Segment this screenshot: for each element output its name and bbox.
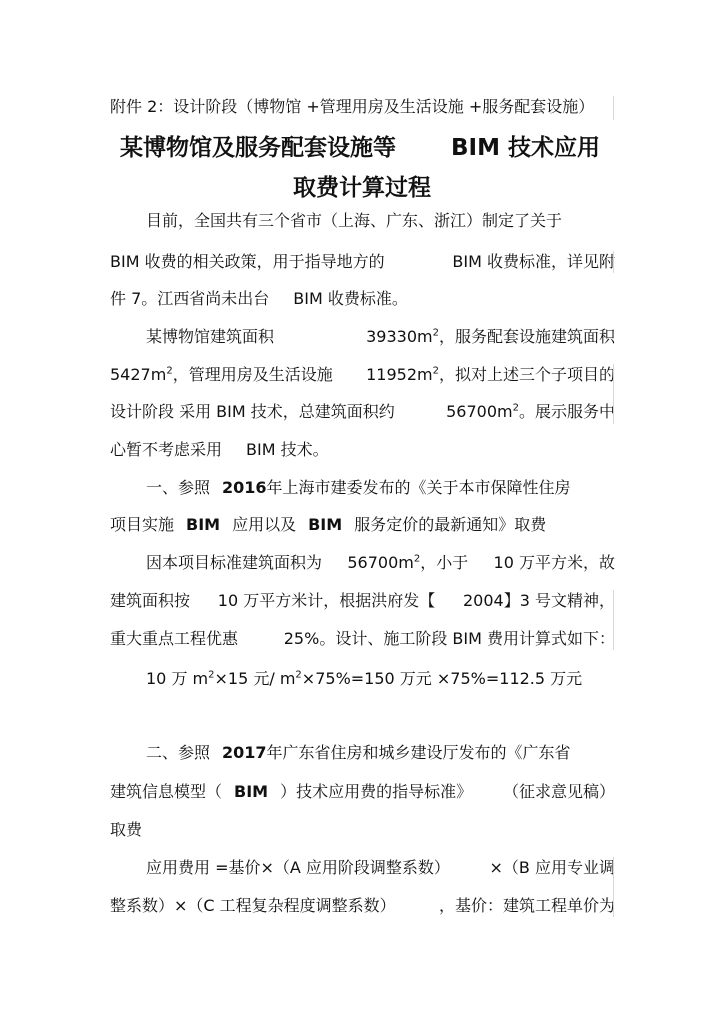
sup-2: 2 [295,669,302,681]
p3-line2-a: 建筑面积按 [110,591,191,610]
p2-line4 [110,439,615,461]
s2-line2-c: ）技术应用费的指导标准》 [280,782,473,801]
p3-line2-b: 10 万平方米计，根据洪府发【 [217,591,436,610]
formula-a: 10 万 m [146,669,209,688]
document-title-line1 [120,132,600,164]
p2-line3 [110,401,615,423]
fee-formula [146,668,615,690]
p1-line3 [110,288,615,310]
p2-line4-b: BIM 技术。 [246,440,329,459]
p2-line2-area2 [366,364,615,386]
s1-line1-c: 年上海市建委发布的《关于本市保障性住房 [266,478,571,497]
p4-line2-b: ，基价：建筑工程单价为 [438,896,615,915]
sup-2: 2 [512,402,519,414]
scan-edge-mark [613,857,614,917]
scan-edge-mark [613,364,614,424]
s2-line2-d: （征求意见稿） [502,782,615,801]
s2-line2-left [110,781,472,803]
p2-line3-area [446,401,615,423]
formula-c: ×75%=150 万元 ×75%=112.5 万元 [301,669,583,688]
title-part-b: BIM 技术应用 [451,135,600,161]
p3-line1 [146,552,615,574]
p3-line2 [110,590,615,612]
sup-2: 2 [166,365,173,377]
s2-year: 2017 [222,743,267,762]
scan-edge-mark [613,590,614,650]
s1-bim-2: BIM [308,515,343,534]
sup-2: 2 [432,365,439,377]
s2-bim: BIM [234,782,269,801]
p4-line2-a: 整系数）×（C 工程复杂程度调整系数） [110,896,396,915]
s1-line1-a: 一、参照 [146,478,211,497]
p3-line1-d: 10 万平方米，故 [493,553,615,572]
p2-line3-a: 设计阶段 采用 BIM 技术，总建筑面积约 [110,402,395,421]
p4-line1-a: 应用费用 =基价×（A 应用阶段调整系数） [146,858,450,877]
p3-line3-b: 25%。设计、施工阶段 BIM 费用计算式如下： [283,629,615,648]
formula-b: ×15 元/ m [214,669,296,688]
p1-line2-b: BIM 收费标准，详见附 [452,252,615,271]
service-area: 5427m [110,365,167,384]
p2-line3-c: 。展示服务中 [518,402,615,421]
p3-line1-a: 因本项目标准建筑面积为 [146,553,323,572]
p2-line2-d: ，拟对上述三个子项目的 [438,365,615,384]
document-title-line2: 取费计算过程 [293,175,431,201]
p2-line2 [110,364,615,386]
s1-line2-e: 服务定价的最新通知》取费 [354,515,547,534]
attachment-header [110,96,615,118]
scan-edge-mark [613,96,614,120]
s2-line1 [146,742,615,764]
scan-edge-mark [613,251,614,273]
sup-2: 2 [208,669,215,681]
p2-line2-b: ，管理用房及生活设施 [172,365,333,384]
p2-line1-c: ，服务配套设施建筑面积 [438,327,615,346]
p4-line1-b: ×（B 应用专业调 [489,858,615,877]
s2-line1-a: 二、参照 [146,743,211,762]
s1-year: 2016 [222,478,267,497]
p3-line1-area [347,552,468,574]
p4-line2 [110,895,615,917]
p3-line3 [110,628,615,650]
p1-line3-b: BIM 收费标准。 [293,289,408,308]
p2-line1 [146,326,615,348]
sup-2: 2 [432,327,439,339]
p3-line3-a: 重大重点工程优惠 [110,629,239,648]
s2-line2-a: 建筑信息模型（ [110,782,223,801]
s1-line2-c: 应用以及 [232,515,297,534]
p3-line2-c: 2004】3 号文精神， [463,591,615,610]
standard-area: 56700m [347,553,414,572]
p4-line1 [146,857,615,879]
p2-line4-a: 心暂不考虑采用 [110,440,223,459]
p2-line1-a: 某博物馆建筑面积 [146,327,275,346]
p1-line2 [110,251,615,273]
p1-line3-a: 件 7。江西省尚未出台 [110,289,270,308]
p1-line1: 目前，全国共有三个省市（上海、广东、浙江）制定了关于 [146,211,563,230]
title-part-a: 某博物馆及服务配套设施等 [120,135,396,161]
p3-line1-c: ，小于 [420,553,469,572]
s1-line2 [110,514,615,536]
attachment-header-text: 附件 2：设计阶段（博物馆 +管理用房及生活设施 +服务配套设施） [110,97,595,116]
s1-line1 [146,477,615,499]
p1-line2-a: BIM 收费的相关政策，用于指导地方的 [110,252,385,271]
p2-line1-area [366,326,615,348]
museum-area: 39330m [366,327,433,346]
s1-bim-1: BIM [186,515,221,534]
s2-line2 [110,781,615,803]
admin-area: 11952m [366,365,433,384]
s1-line2-a: 项目实施 [110,515,175,534]
sup-2: 2 [413,553,421,565]
total-area: 56700m [446,402,513,421]
s2-line1-c: 年广东省住房和城乡建设厅发布的《广东省 [266,743,571,762]
p2-line2-area1 [110,364,333,386]
s2-line3: 取费 [110,820,143,839]
